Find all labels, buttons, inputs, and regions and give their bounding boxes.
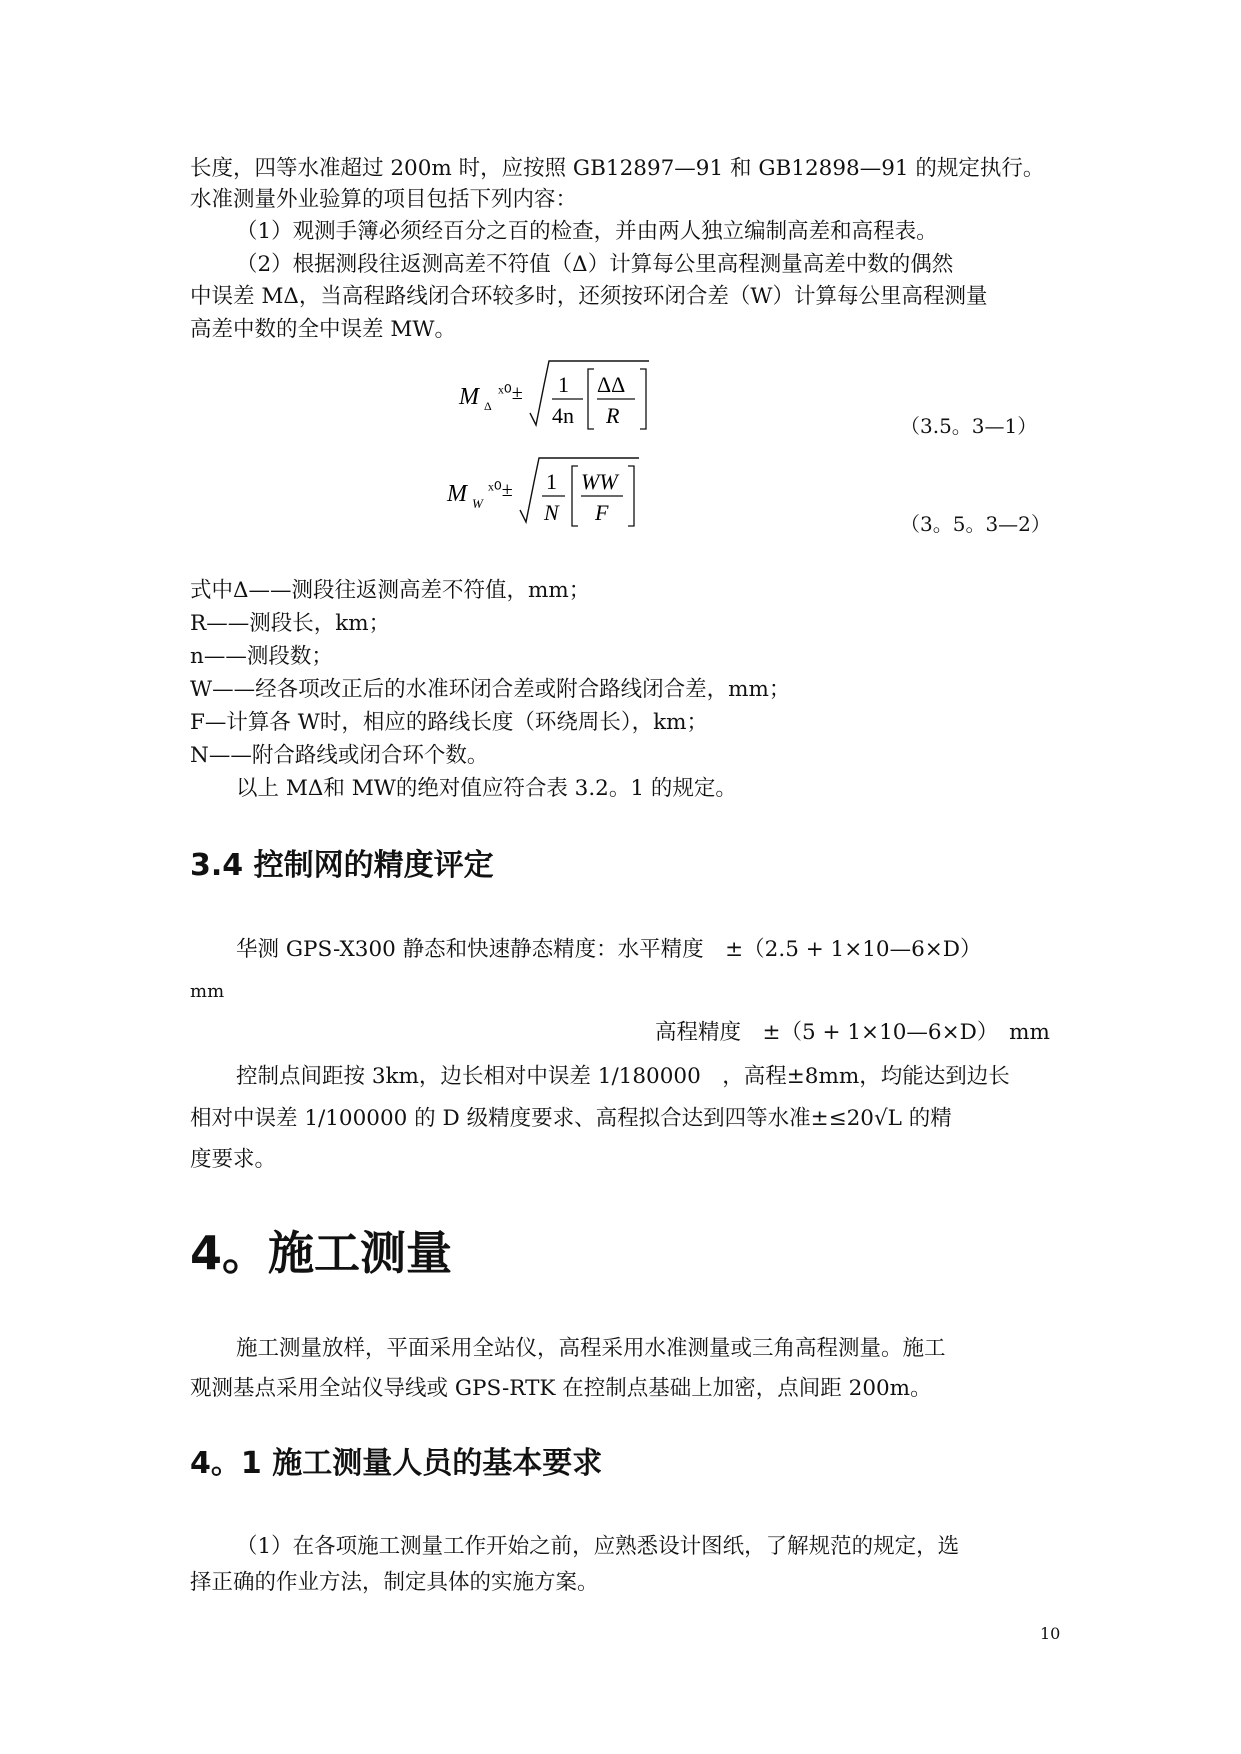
- frac-den: 4n: [552, 403, 574, 428]
- frac-num: 1: [558, 372, 569, 397]
- definition-line: N——附合路线或闭合环个数。: [190, 743, 489, 768]
- paragraph-line: 度要求。: [190, 1147, 277, 1172]
- sqrt-sign: [520, 458, 639, 522]
- formula-sub: Δ: [484, 399, 492, 413]
- frac-den: N: [544, 500, 559, 525]
- bracket-left: [588, 369, 594, 429]
- frac-den: F: [595, 500, 609, 525]
- paragraph-line: （1）在各项施工测量工作开始之前，应熟悉设计图纸，了解规范的规定，选: [236, 1534, 960, 1559]
- bracket-right: [640, 369, 646, 429]
- chapter-heading: 4。施工测量: [190, 1226, 453, 1280]
- formula-lhs: M: [447, 481, 467, 507]
- paragraph-line: 以上 MΔ和 MW的绝对值应符合表 3.2。1 的规定。: [236, 776, 737, 801]
- equation-number: （3。5。3—2）: [900, 512, 1051, 536]
- paragraph-line: 观测基点采用全站仪导线或 GPS-RTK 在控制点基础上加密，点间距 200m。: [190, 1376, 932, 1401]
- frac-num: ΔΔ: [597, 372, 626, 397]
- section-heading: 3.4 控制网的精度评定: [190, 848, 494, 883]
- definition-line: 式中Δ——测段往返测高差不符值，mm；: [190, 578, 591, 603]
- equation-number: （3.5。3—1）: [900, 414, 1038, 438]
- formula-2: [443, 452, 653, 536]
- paragraph-line: 择正确的作业方法，制定具体的实施方案。: [190, 1570, 599, 1595]
- formula-1-graphic: [455, 355, 655, 435]
- page-number: 10: [1040, 1624, 1061, 1643]
- frac-den: R: [606, 403, 620, 428]
- paragraph-line: （1）观测手簿必须经百分之百的检查，并由两人独立编制高差和高程表。: [236, 219, 938, 244]
- formula-lhs: M: [459, 384, 479, 410]
- paragraph-line: 施工测量放样，平面采用全站仪，高程采用水准测量或三角高程测量。施工: [236, 1336, 946, 1361]
- formula-sign: ˣ⁰±: [498, 382, 523, 404]
- formula-sub: W: [472, 496, 483, 511]
- paragraph-line: （2）根据测段往返测高差不符值（Δ）计算每公里高程测量高差中数的偶然: [236, 252, 954, 277]
- paragraph-line: 中误差 MΔ，当高程路线闭合环较多时，还须按环闭合差（W）计算每公里高程测量: [190, 284, 988, 309]
- formula-2-graphic: [443, 452, 653, 532]
- frac-num: WW: [581, 469, 618, 494]
- definition-line: W——经各项改正后的水准环闭合差或附合路线闭合差，mm；: [190, 677, 791, 702]
- formula-1: [455, 355, 655, 439]
- bracket-right: [628, 466, 634, 526]
- frac-num: 1: [546, 469, 557, 494]
- bracket-left: [572, 466, 578, 526]
- definition-line: n——测段数；: [190, 644, 333, 669]
- section-heading: 4。1 施工测量人员的基本要求: [190, 1446, 603, 1481]
- paragraph-line: 高程精度 ±（5 + 1×10—6×D） mm: [655, 1020, 1050, 1045]
- definition-line: R——测段长，km；: [190, 611, 391, 636]
- definition-line: F—计算各 W时，相应的路线长度（环绕周长），km；: [190, 710, 709, 735]
- paragraph-line: 水准测量外业验算的项目包括下列内容：: [190, 187, 578, 212]
- paragraph-line: 控制点间距按 3km，边长相对中误差 1/180000 ，高程±8mm，均能达到边长: [236, 1064, 1010, 1089]
- paragraph-line: mm: [190, 981, 225, 1002]
- sqrt-sign: [530, 361, 649, 425]
- paragraph-line: 长度，四等水准超过 200m 时，应按照 GB12897—91 和 GB12898—91 的规定执行。: [190, 156, 1045, 181]
- paragraph-line: 相对中误差 1/100000 的 D 级精度要求、高程拟合达到四等水准±≤20√L 的精: [190, 1106, 952, 1131]
- formula-sign: ˣ⁰±: [488, 479, 513, 501]
- paragraph-line: 华测 GPS-X300 静态和快速静态精度：水平精度 ±（2.5 + 1×10—6×D）: [236, 937, 982, 962]
- paragraph-line: 高差中数的全中误差 MW。: [190, 317, 456, 342]
